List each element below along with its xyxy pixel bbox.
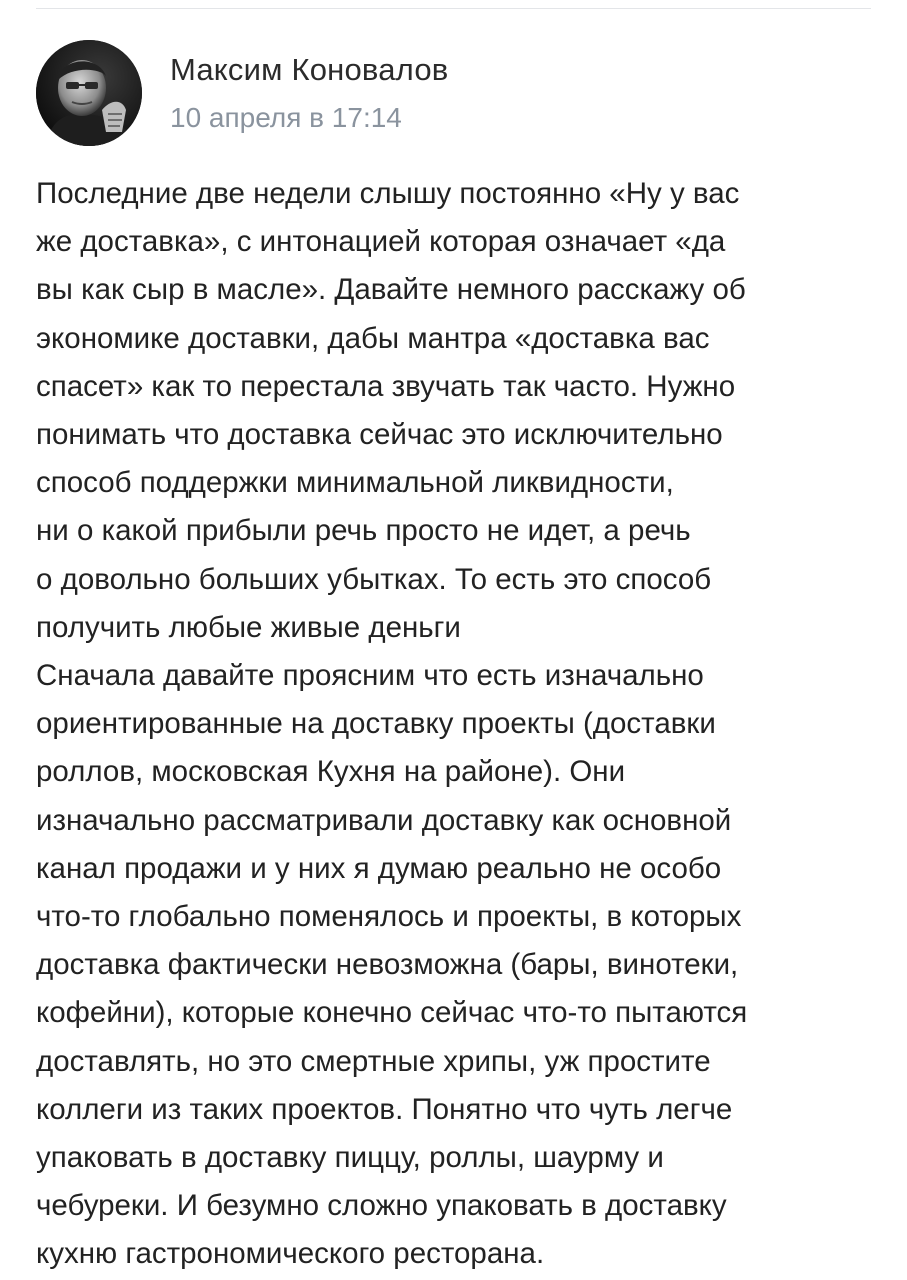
post-text-line: экономике доставки, дабы мантра «доставка вас: [36, 321, 710, 355]
post-text-line: Сначала давайте проясним что есть изначально: [36, 659, 704, 693]
post-text-line: кухню гастрономического ресторана.: [36, 1237, 545, 1271]
post-text-line: коллеги из таких проектов. Понятно что чуть легче: [36, 1092, 733, 1126]
post-text-line: роллов, московская Кухня на районе). Они: [36, 755, 626, 789]
post-text-line: изначально рассматривали доставку как основной: [36, 803, 732, 837]
post-text-line: ни о какой прибыли речь просто не идет, а речь: [36, 514, 691, 548]
post-text: [36, 170, 876, 1279]
author-avatar[interactable]: [36, 40, 142, 146]
author-info: [170, 50, 448, 136]
post-text-line: вы как сыр в масле». Давайте немного расскажу об: [36, 273, 746, 307]
post-text-line: способ поддержки минимальной ликвидности,: [36, 466, 674, 500]
post-text-line: канал продажи и у них я думаю реально не особо: [36, 851, 722, 885]
post-text-line: получить любые живые деньги: [36, 610, 461, 644]
post-text-line: о довольно больших убытках. То есть это способ: [36, 562, 712, 596]
post-text-line: понимать что доставка сейчас это исключительно: [36, 418, 723, 452]
post-date[interactable]: 10 апреля в 17:14: [170, 102, 402, 133]
post-text-line: спасет» как то перестала звучать так часто. Нужно: [36, 369, 736, 403]
post-text-line: что-то глобально поменялось и проекты, в которых: [36, 900, 742, 934]
top-divider: [36, 8, 871, 9]
post-header: [36, 38, 448, 148]
author-avatar-photo: [36, 40, 142, 146]
post-text-line: кофейни), которые конечно сейчас что-то пытаются: [36, 996, 748, 1030]
post-text-line: чебуреки. И безумно сложно упаковать в доставку: [36, 1189, 727, 1223]
post-text-line: доставлять, но это смертные хрипы, уж простите: [36, 1044, 711, 1078]
post-text-line: Последние две недели слышу постоянно «Ну у вас: [36, 177, 740, 210]
author-name[interactable]: Максим Коновалов: [170, 52, 449, 87]
post-text-line: же доставка», с интонацией которая означает «да: [36, 225, 726, 259]
post-text-line: доставка фактически невозможна (бары, винотеки,: [36, 948, 739, 982]
post-text-line: упаковать в доставку пиццу, роллы, шаурму и: [36, 1141, 664, 1175]
post-text-line: ориентированные на доставку проекты (доставки: [36, 707, 716, 741]
